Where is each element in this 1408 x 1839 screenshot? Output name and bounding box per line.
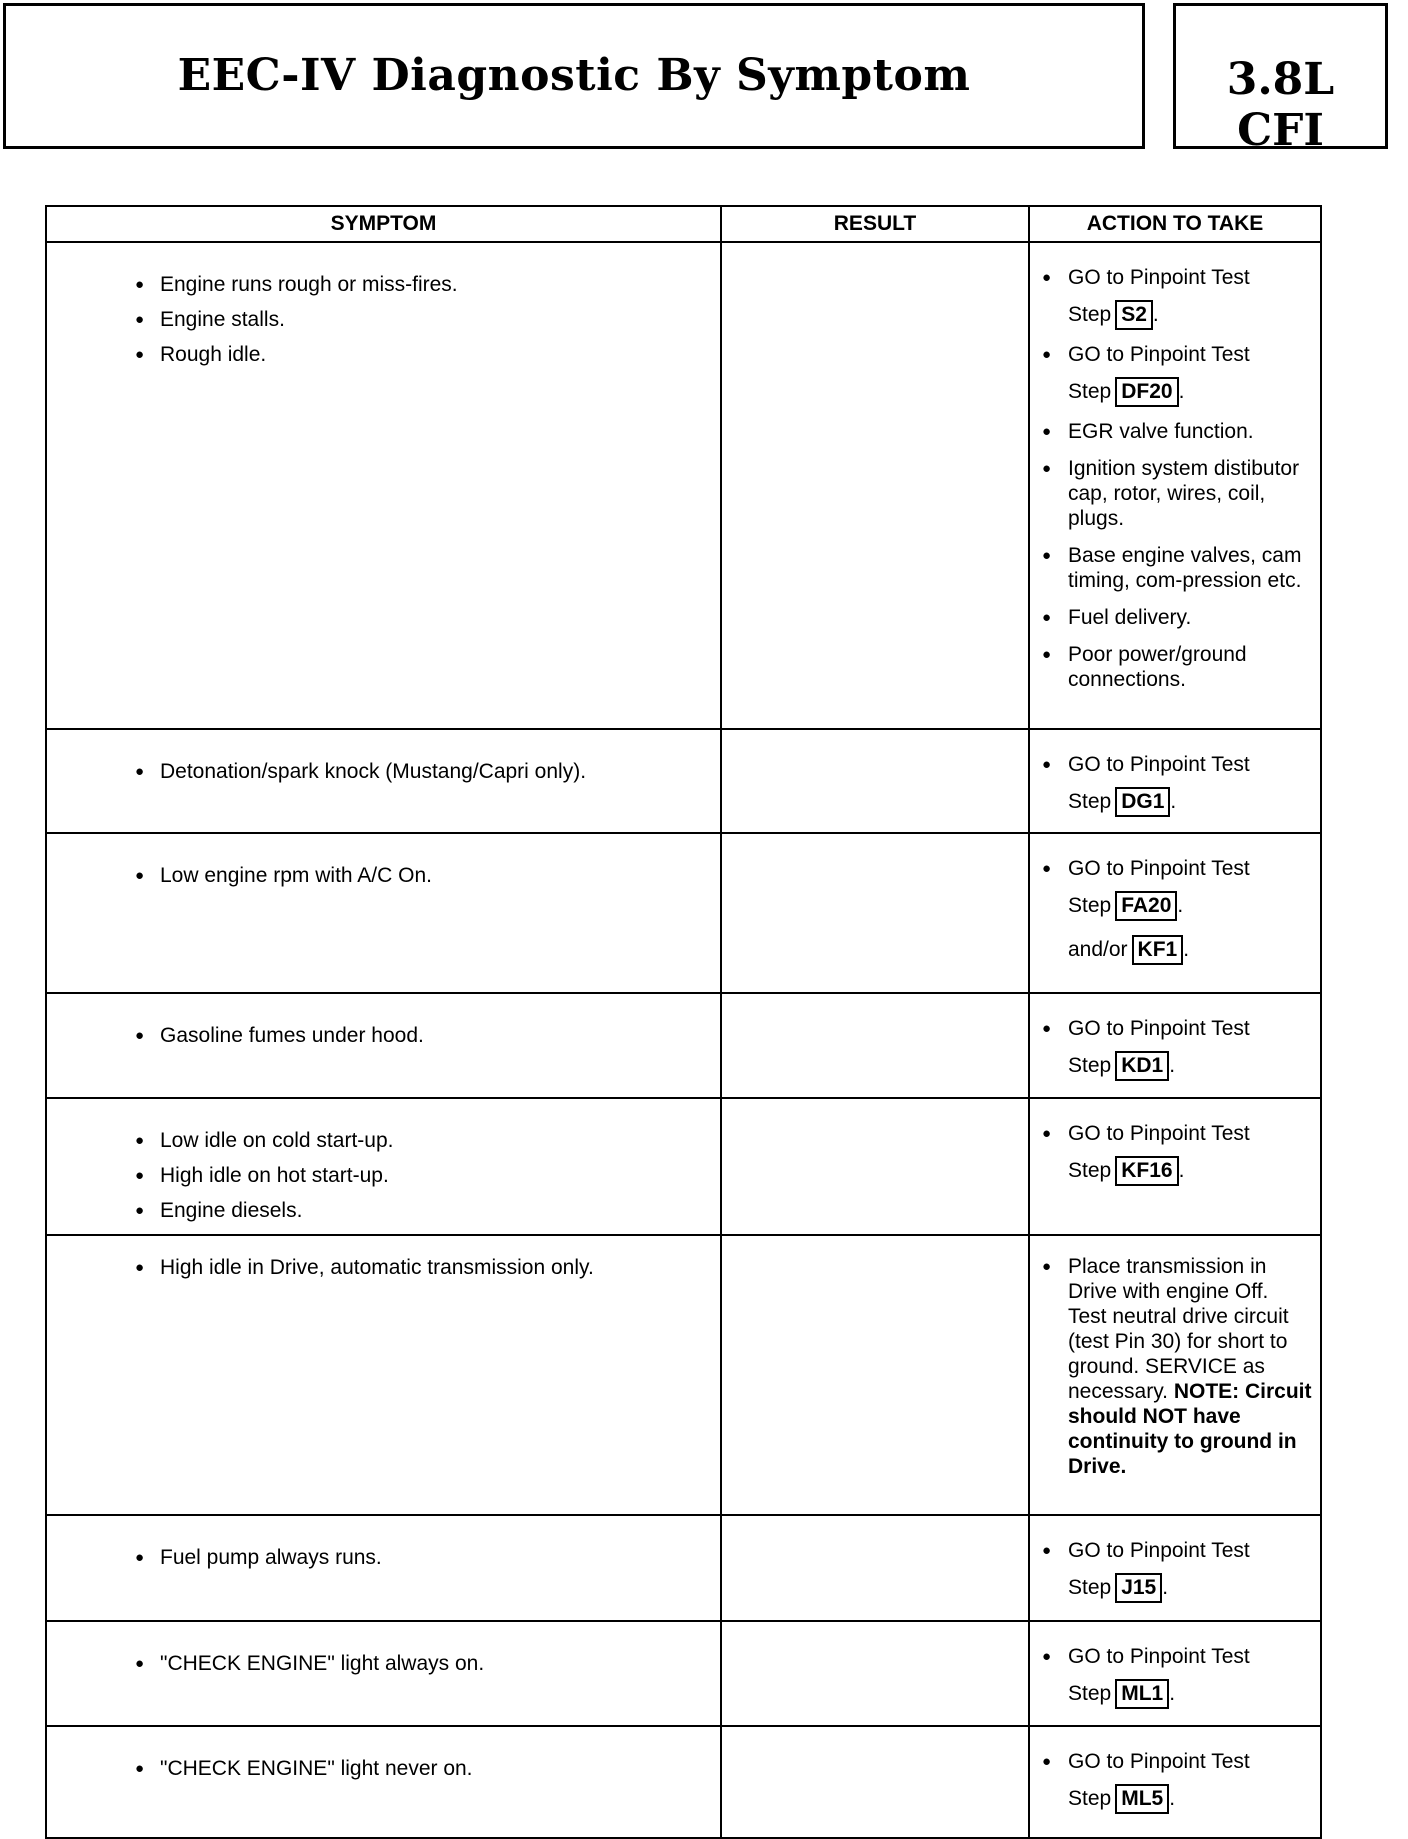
- action-text: GO to Pinpoint Test: [1068, 1645, 1250, 1668]
- result-cell: [721, 1235, 1029, 1515]
- step-label: Step: [1068, 1054, 1112, 1077]
- step-ref: Step KF16 .: [1068, 1156, 1184, 1186]
- action-text: GO to Pinpoint Test: [1068, 343, 1250, 366]
- symptom-cell: [46, 242, 721, 729]
- step-code-box: KD1: [1115, 1051, 1169, 1081]
- symptom-cell: [46, 1098, 721, 1235]
- action-cell: [1029, 833, 1321, 993]
- symptom-item: ● Rough idle.: [135, 343, 720, 367]
- action-cell: [1029, 1726, 1321, 1838]
- step-ref: Step FA20 .: [1068, 891, 1183, 921]
- action-item: [1042, 342, 1312, 407]
- engine-code-box: [1173, 3, 1388, 156]
- step-label: Step: [1068, 1159, 1112, 1182]
- action-item: [1042, 1254, 1312, 1479]
- symptom-item: ● Fuel pump always runs.: [135, 1546, 720, 1570]
- step-label: Step: [1068, 1576, 1112, 1599]
- table-row: [46, 1515, 1321, 1621]
- action-item: ● Ignition system distibutor cap, rotor, wires, coil, plugs.: [1042, 456, 1312, 531]
- action-text: GO to Pinpoint Test: [1068, 266, 1250, 289]
- symptom-cell: [46, 1726, 721, 1838]
- symptom-cell: [46, 729, 721, 833]
- symptom-item: ● Engine runs rough or miss-fires.: [135, 273, 720, 297]
- symptom-cell: [46, 1621, 721, 1726]
- action-cell: [1029, 242, 1321, 729]
- table-row: [46, 1235, 1321, 1515]
- step-code-box: S2: [1115, 300, 1153, 330]
- symptom-item: ● Engine diesels.: [135, 1199, 720, 1223]
- symptom-item: ● Low engine rpm with A/C On.: [135, 864, 720, 888]
- result-cell: [721, 1515, 1029, 1621]
- symptom-item: ● High idle in Drive, automatic transmission only.: [135, 1256, 720, 1280]
- step-label: Step: [1068, 1682, 1112, 1705]
- action-item: [1042, 856, 1312, 965]
- action-cell: [1029, 729, 1321, 833]
- symptom-item: ● Engine stalls.: [135, 308, 720, 332]
- symptom-item: ● Gasoline fumes under hood.: [135, 1024, 720, 1048]
- table-header-row: [46, 206, 1321, 242]
- title-box: [3, 3, 1145, 149]
- step-ref: Step J15 .: [1068, 1573, 1168, 1603]
- action-text: GO to Pinpoint Test: [1068, 1017, 1250, 1040]
- action-item: ● Fuel delivery.: [1042, 605, 1312, 630]
- result-cell: [721, 1726, 1029, 1838]
- step-ref: Step DF20 .: [1068, 377, 1184, 407]
- symptom-cell: [46, 1515, 721, 1621]
- action-item: [1042, 1644, 1312, 1709]
- symptom-item: ● Low idle on cold start-up.: [135, 1129, 720, 1153]
- action-item: ● Poor power/ground connections.: [1042, 642, 1312, 692]
- table-row: [46, 993, 1321, 1098]
- page-title: EEC-IV Diagnostic By Symptom: [177, 50, 971, 101]
- step-code-box: KF1: [1132, 935, 1184, 965]
- action-text: GO to Pinpoint Test: [1068, 1750, 1250, 1773]
- step-label: Step: [1068, 380, 1112, 403]
- symptom-item: ● "CHECK ENGINE" light always on.: [135, 1652, 720, 1676]
- table-row: [46, 1726, 1321, 1838]
- step-code-box: ML5: [1115, 1784, 1169, 1814]
- column-header-action: ACTION TO TAKE: [1029, 206, 1321, 242]
- step-label: Step: [1068, 1787, 1112, 1810]
- step-code-box: DG1: [1115, 787, 1170, 817]
- action-item: ● EGR valve function.: [1042, 419, 1312, 444]
- action-cell: [1029, 993, 1321, 1098]
- table-row: [46, 833, 1321, 993]
- symptom-cell: [46, 993, 721, 1098]
- action-cell: [1029, 1235, 1321, 1515]
- step-label: Step: [1068, 894, 1112, 917]
- action-item: [1042, 265, 1312, 330]
- andor-ref: and/or KF1 .: [1068, 935, 1312, 965]
- symptom-item: ● "CHECK ENGINE" light never on.: [135, 1757, 720, 1781]
- result-cell: [721, 993, 1029, 1098]
- step-code-box: ML1: [1115, 1679, 1169, 1709]
- step-ref: Step KD1 .: [1068, 1051, 1175, 1081]
- table-row: [46, 1098, 1321, 1235]
- step-label: Step: [1068, 790, 1112, 813]
- action-text: GO to Pinpoint Test: [1068, 1539, 1250, 1562]
- step-ref: Step ML1 .: [1068, 1679, 1175, 1709]
- andor-label: and/or: [1068, 938, 1128, 961]
- action-item: [1042, 1749, 1312, 1814]
- action-text: GO to Pinpoint Test: [1068, 753, 1250, 776]
- table-row: [46, 242, 1321, 729]
- step-label: Step: [1068, 303, 1112, 326]
- column-header-result: RESULT: [721, 206, 1029, 242]
- step-code-box: FA20: [1115, 891, 1177, 921]
- step-code-box: DF20: [1115, 377, 1178, 407]
- action-item: [1042, 1121, 1312, 1186]
- step-ref: Step S2 .: [1068, 300, 1159, 330]
- step-code-box: KF16: [1115, 1156, 1178, 1186]
- diagnostic-table: [45, 205, 1322, 1839]
- result-cell: [721, 1621, 1029, 1726]
- symptom-item: ● High idle on hot start-up.: [135, 1164, 720, 1188]
- column-header-symptom: SYMPTOM: [46, 206, 721, 242]
- symptom-item: ● Detonation/spark knock (Mustang/Capri only).: [135, 760, 720, 784]
- action-item: ● Base engine valves, cam timing, com-pression etc.: [1042, 543, 1312, 593]
- result-cell: [721, 833, 1029, 993]
- result-cell: [721, 1098, 1029, 1235]
- action-cell: [1029, 1098, 1321, 1235]
- step-ref: Step DG1 .: [1068, 787, 1176, 817]
- action-item: [1042, 1016, 1312, 1081]
- action-item: [1042, 752, 1312, 817]
- step-ref: Step ML5 .: [1068, 1784, 1175, 1814]
- engine-code: 3.8L CFI: [1226, 54, 1335, 156]
- action-cell: [1029, 1621, 1321, 1726]
- table-row: [46, 729, 1321, 833]
- action-cell: [1029, 1515, 1321, 1621]
- action-item: [1042, 1538, 1312, 1603]
- action-note: NOTE: Circuit should NOT have continuity to ground in Drive.: [1068, 1380, 1312, 1478]
- action-text: GO to Pinpoint Test: [1068, 1122, 1250, 1145]
- table-row: [46, 1621, 1321, 1726]
- action-text: GO to Pinpoint Test: [1068, 857, 1250, 880]
- action-text: Place transmission in Drive with engine Off. Test neutral drive circuit (test Pin 30) for short to ground. SERVICE as necessary.: [1068, 1255, 1289, 1403]
- step-code-box: J15: [1115, 1573, 1162, 1603]
- result-cell: [721, 242, 1029, 729]
- symptom-cell: [46, 833, 721, 993]
- result-cell: [721, 729, 1029, 833]
- symptom-cell: [46, 1235, 721, 1515]
